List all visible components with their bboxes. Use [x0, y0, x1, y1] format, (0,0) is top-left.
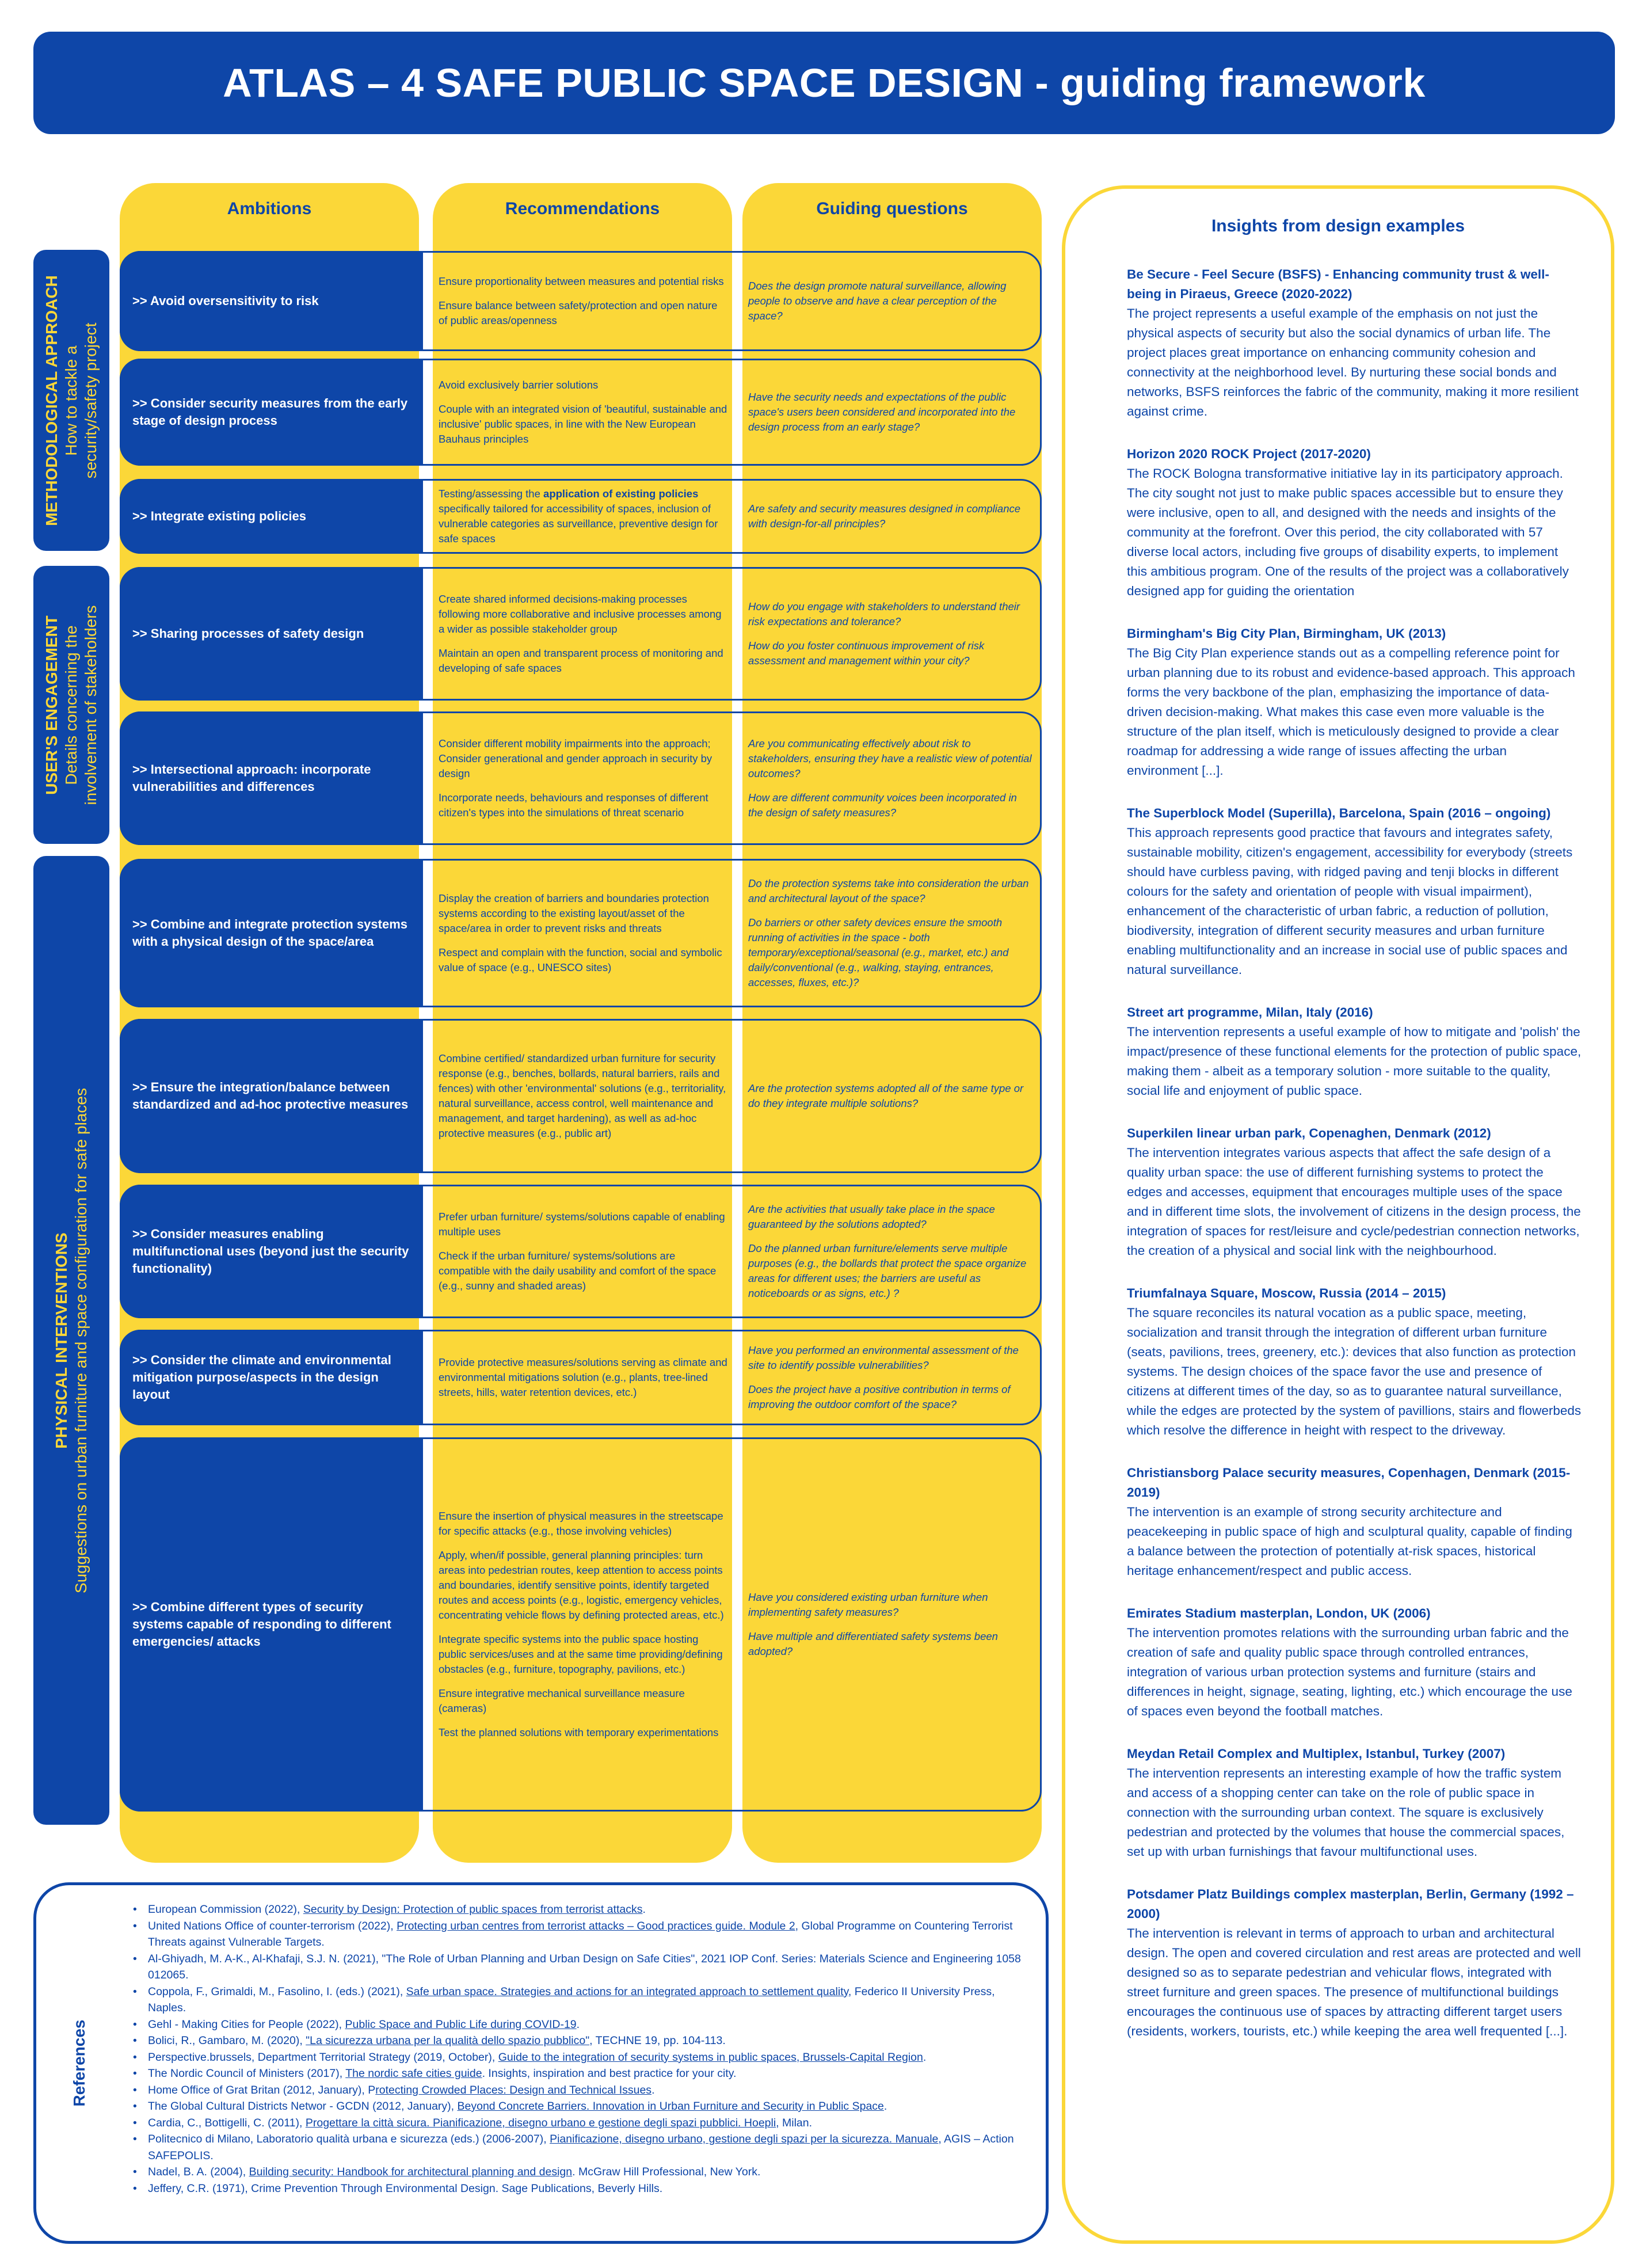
reference-link[interactable]: Security by Design: Protection of public spaces from terrorist attacks	[303, 1903, 643, 1916]
insight-heading: Horizon 2020 ROCK Project (2017-2020)	[1127, 447, 1371, 461]
recommendations-cell	[433, 359, 733, 466]
ambition-label: >> Ensure the integration/balance between standardized and ad-hoc protective measures	[132, 1080, 409, 1112]
recommendation-text: Ensure integrative mechanical surveillance measure (cameras)	[439, 1687, 685, 1714]
recommendation-text: Testing/assessing the application of existing policies specifically tailored for accessibility of spaces, inclusion of vulnerable categories as surveillance, preventive design for safe spaces	[439, 488, 718, 545]
ambition-cell	[120, 1437, 423, 1812]
insight-text: The intervention is an example of strong security architecture and peacekeeping in public space of high and sculptural quality, capable of finding a balance between the protection of potentially at-risk spaces, historical heritage enhancement/respect and public access.	[1127, 1505, 1572, 1578]
questions-cell	[742, 1185, 1039, 1318]
insight-text: The intervention promotes relations with the surrounding urban fabric and the creation of safe and quality public space through controlled entrances, integration of various urban protection systems and furniture (stairs and differences in height, signage, seating, lighting, etc.) which encourage the use of spaces even beyond the football matches.	[1127, 1626, 1572, 1718]
references-panel	[33, 1882, 1049, 2244]
insight-item	[1127, 1885, 1582, 2041]
reference-item: • Jeffery, C.R. (1971), Crime Prevention Through Environmental Design. Sage Publications, Beverly Hills.	[146, 2181, 1032, 2197]
insight-item	[1127, 1604, 1582, 1721]
insight-item	[1127, 1124, 1582, 1261]
section-physical	[33, 856, 109, 1825]
section-subtitle: Suggestions on urban furniture and space configuration for safe places	[72, 1087, 90, 1593]
reference-item: • European Commission (2022), Security by Design: Protection of public spaces from terrorist attacks.	[146, 1901, 1032, 1918]
references-label: References	[70, 2019, 88, 2107]
recommendation-text: Ensure the insertion of physical measures in the streetscape for specific attacks (e.g., those involving vehicles)	[439, 1510, 723, 1537]
insight-item	[1127, 1003, 1582, 1101]
insight-item	[1127, 444, 1582, 601]
ambition-cell	[120, 359, 423, 466]
section-title: METHODOLOGICAL APPROACH	[43, 275, 60, 526]
recommendation-text: Ensure balance between safety/protection and open nature of public areas/openness	[439, 299, 718, 326]
insight-text: The intervention represents an interesting example of how the traffic system and access of a shopping center can take on the role of public space in connection with the surrounding urban context. The square is exclusively pedestrian and protected by the volumes that house the commercial spaces, set up with urban furnishings that favour multifunctional uses.	[1127, 1766, 1565, 1859]
recommendation-text: Test the planned solutions with temporary experimentations	[439, 1726, 719, 1738]
ambition-cell	[120, 251, 423, 351]
ambition-cell	[120, 479, 423, 554]
reference-link[interactable]: Protecting urban centres from terrorist attacks – Good practices guide. Module 2	[397, 1919, 795, 1932]
insight-item	[1127, 1744, 1582, 1862]
section-title: USER'S ENGAGEMENT	[43, 615, 60, 795]
insight-text: This approach represents good practice that favours and integrates safety, sustainable mobility, citizen's engagement, accessibility for everybody (streets should have curbless paving, with ridged paving and tenji blocks in different colours for the safety and orientation of people with visual impairment), enhancement of the characteristic of urban fabric, a reduction of pollution, biodiversity, integration of different security measures and urban furniture enabling multifunctionality and an increase in social use of public spaces and natural surveillance.	[1127, 825, 1573, 977]
reference-link[interactable]: Pianificazione, disegno urbano, gestione degli spazi per la sicurezza. Manuale	[550, 2133, 939, 2145]
question-text: Does the design promote natural surveillance, allowing people to observe and have a clear perception of the space?	[748, 280, 1007, 322]
recommendations-cell	[433, 1185, 733, 1318]
question-text: Have the security needs and expectations of the public space's users been considered and incorporated into the design process from an early stage?	[748, 391, 1016, 433]
questions-cell	[742, 859, 1039, 1007]
questions-cell	[742, 251, 1039, 351]
insight-heading: Christiansborg Palace security measures, Copenhagen, Denmark (2015-2019)	[1127, 1466, 1571, 1500]
reference-item: • Nadel, B. A. (2004), Building security: Handbook for architectural planning and design. McGraw Hill Professional, New York.	[146, 2164, 1032, 2181]
reference-item: • United Nations Office of counter-terrorism (2022), Protecting urban centres from terrorist attacks – Good practices guide. Module 2, Global Programme on Countering Terrorist Threats against Vulnerable Targets.	[146, 1918, 1032, 1951]
insight-heading: Be Secure - Feel Secure (BSFS) - Enhancing community trust & well-being in Piraeus, Greece (2020-2022)	[1127, 267, 1549, 301]
insight-item	[1127, 265, 1582, 421]
recommendation-text: Provide protective measures/solutions serving as climate and environmental mitigations solution (e.g., plants, tree-lined streets, hills, water retention devices, etc.)	[439, 1356, 727, 1398]
insight-heading: Triumfalnaya Square, Moscow, Russia (2014 – 2015)	[1127, 1286, 1446, 1300]
reference-item: • Bolici, R., Gambaro, M. (2020), "La sicurezza urbana per la qualità dello spazio pubblico", TECHNE 19, pp. 104-113.	[146, 2033, 1032, 2049]
ambition-label: >> Consider security measures from the early stage of design process	[132, 396, 408, 428]
reference-link[interactable]: Guide to the integration of security systems in public spaces, Brussels-Capital Region	[498, 2050, 923, 2064]
insight-text: The intervention is relevant in terms of approach to urban and architectural design. The open and covered circulation and rest areas are protected and well designed so as to separate pedestrian and vehicular flows, integrated with street furniture and green spaces. The presence of multifunctional buildings encourages the continuous use of spaces by attracting different target users (residents, workers, tourists, etc.) while keeping the area well frequented [...].	[1127, 1926, 1581, 2038]
insight-heading: Superkilen linear urban park, Copenaghen, Denmark (2012)	[1127, 1126, 1491, 1140]
section-subtitle: security/safety project	[82, 322, 100, 478]
question-text: Have multiple and differentiated safety systems been adopted?	[748, 1630, 998, 1657]
reference-link[interactable]: Progettare la città sicura. Pianificazione, disegno urbano e gestione degli spazi pubblici. Hoepli	[305, 2116, 776, 2129]
insight-heading: Emirates Stadium masterplan, London, UK (2006)	[1127, 1606, 1431, 1620]
recommendations-header: Recommendations	[505, 199, 660, 218]
references-label-box	[65, 1885, 94, 2241]
insight-item	[1127, 1463, 1582, 1581]
reference-item: • Gehl - Making Cities for People (2022), Public Space and Public Life during COVID-19.	[146, 2016, 1032, 2033]
recommendation-text: Avoid exclusively barrier solutions	[439, 379, 599, 391]
insight-heading: Street art programme, Milan, Italy (2016)	[1127, 1005, 1373, 1019]
recommendation-text: Consider different mobility impairments into the approach; Consider generational and gender approach in security by design	[439, 737, 712, 779]
questions-cell	[742, 711, 1039, 845]
ambition-cell	[120, 1185, 423, 1318]
question-text: How do you engage with stakeholders to understand their risk expectations and tolerance?	[748, 600, 1020, 627]
questions-cell	[742, 567, 1039, 701]
insight-heading: Birmingham's Big City Plan, Birmingham, UK (2013)	[1127, 626, 1446, 641]
reference-item: • Al-Ghiyadh, M. A-K., Al-Khafaji, S.J. N. (2021), "The Role of Urban Planning and Urban Design on Safe Cities", 2021 IOP Conf. Series: Materials Science and Engineering 1058 012065.	[146, 1951, 1032, 1984]
insight-text: The square reconciles its natural vocation as a public space, meeting, socialization and transit through the integration of different urban furniture (seats, pavilions, trees, greenery, etc.): devices that also function as protection systems. The design choices of the space favor the use and presence of citizens at different times of the day, so as to guarantee natural surveillance, while the edges are protected by the system of pavillions, stairs and flowerbeds which resolve the difference in height with respect to the driveway.	[1127, 1306, 1582, 1437]
section-methodological	[33, 250, 109, 551]
ambition-cell	[120, 1330, 423, 1425]
recommendation-text: Couple with an integrated vision of 'beautiful, sustainable and inclusive' public spaces, in line with the New European Bauhaus principles	[439, 403, 727, 445]
insight-heading: Meydan Retail Complex and Multiplex, Istanbul, Turkey (2007)	[1127, 1746, 1506, 1761]
questions-cell	[742, 479, 1039, 554]
reference-link[interactable]: rotecting Crowded Places: Design and Technical Issues	[375, 2083, 652, 2096]
reference-link[interactable]: "La sicurezza urbana per la qualità dello spazio pubblico"	[306, 2034, 590, 2047]
recommendation-text: Apply, when/if possible, general planning principles: turn areas into pedestrian routes, keep attention to access points and boundaries, identify sensitive points, identify targeted routes and access points (e.g., logistic, emergency vehicles, concentrating vehicle flows by defining protected areas, etc.)	[439, 1549, 724, 1621]
insight-text: The Big City Plan experience stands out as a compelling reference point for urban planning due to its robust and evidence-based approach. This approach forms the very backbone of the plan, emphasizing the importance of data-driven decision-making. What makes this case even more valuable is the structure of the plan itself, which is meticulously designed to provide a clear roadmap for addressing a wide range of issues affecting the urban environment [...].	[1127, 646, 1575, 778]
reference-link[interactable]: Safe urban space. Strategies and actions for an integrated approach to settlement quality	[406, 1985, 848, 1998]
ambition-label: >> Combine and integrate protection systems with a physical design of the space/area	[132, 917, 408, 949]
reference-item: • Perspective.brussels, Department Territorial Strategy (2019, October), Guide to the integration of security systems in public spaces, Brussels-Capital Region.	[146, 2049, 1032, 2066]
recommendation-text: Ensure proportionality between measures and potential risks	[439, 275, 724, 287]
reference-item: • Coppola, F., Grimaldi, M., Fasolino, I. (eds.) (2021), Safe urban space. Strategies and actions for an integrated approach to settlement quality, Federico II University Press, Naples.	[146, 1984, 1032, 2016]
question-text: Do the protection systems take into consideration the urban and architectural layout of the space?	[748, 877, 1029, 904]
insights-panel	[1062, 185, 1614, 2244]
question-text: Have you considered existing urban furniture when implementing safety measures?	[748, 1591, 988, 1618]
insights-list	[1127, 265, 1582, 2064]
recommendation-text: Create shared informed decisions-making processes following more collaborative and inclusive processes among a wider as possible stakeholder group	[439, 593, 722, 635]
recommendation-text: Display the creation of barriers and boundaries protection systems according to the existing layout/asset of the space/area in order to prevent risks and threats	[439, 892, 709, 934]
section-subtitle: Details concerning the	[62, 625, 80, 785]
recommendations-cell	[433, 1330, 733, 1425]
insight-heading: The Superblock Model (Superilla), Barcelona, Spain (2016 – ongoing)	[1127, 806, 1551, 820]
section-subtitle: involvement of stakeholders	[82, 604, 100, 805]
ambition-label: >> Integrate existing policies	[132, 509, 306, 523]
question-text: Does the project have a positive contribution in terms of improving the outdoor comfort of the space?	[748, 1383, 1011, 1410]
title-banner	[33, 32, 1615, 134]
references-list	[133, 1901, 1032, 2197]
recommendations-cell	[433, 859, 733, 1007]
recommendation-text: Incorporate needs, behaviours and responses of different citizen's types into the simulations of threat scenario	[439, 791, 708, 819]
reference-item: • Cardia, C., Bottigelli, C. (2011), Progettare la città sicura. Pianificazione, disegno urbano e gestione degli spazi pubblici. Hoepli, Milan.	[146, 2115, 1032, 2132]
reference-item: • The Nordic Council of Ministers (2017), The nordic safe cities guide. Insights, inspiration and best practice for your city.	[146, 2065, 1032, 2082]
questions-cell	[742, 359, 1039, 466]
ambition-label: >> Combine different types of security systems capable of responding to different emergencies/ attacks	[132, 1600, 391, 1649]
recommendation-text: Respect and complain with the function, social and symbolic value of space (e.g., UNESCO sites)	[439, 946, 722, 973]
ambition-label: >> Intersectional approach: incorporate vulnerabilities and differences	[132, 762, 371, 794]
recommendations-cell	[433, 251, 733, 351]
reference-link[interactable]: Building security: Handbook for architectural planning and design	[249, 2166, 573, 2178]
ambition-label: >> Sharing processes of safety design	[132, 626, 364, 641]
question-text: Are you communicating effectively about risk to stakeholders, ensuring they have a realistic view of potential outcomes?	[748, 737, 1032, 779]
insight-text: The intervention represents a useful example of how to mitigate and 'polish' the impact/presence of these functional elements for the protection of public space, making them - albeit as a temporary solution - more suitable to the quality, social life and enjoyment of public space.	[1127, 1025, 1582, 1098]
reference-item: • Politecnico di Milano, Laboratorio qualità urbana e sicurezza (eds.) (2006-2007), Pianificazione, disegno urbano, gestione degli spazi per la sicurezza. Manuale, AGIS – Action SAFEPOLIS.	[146, 2131, 1032, 2164]
reference-link[interactable]: Beyond Concrete Barriers. Innovation in Urban Furniture and Security in Public Space	[457, 2100, 884, 2113]
question-text: Have you performed an environmental assessment of the site to identify possible vulnerabilities?	[748, 1344, 1019, 1371]
questions-cell	[742, 1019, 1039, 1173]
insight-heading: Potsdamer Platz Buildings complex masterplan, Berlin, Germany (1992 – 2000)	[1127, 1887, 1574, 1921]
question-text: How do you foster continuous improvement of risk assessment and management within your city?	[748, 640, 985, 667]
insight-text: The intervention integrates various aspects that affect the safe design of a quality urban space: the use of different furnishing systems to protect the edges and accesses, equipment that encourages multiple uses of the space and in different time slots, the involvement of citizens in the design process, the integration of spaces for rest/leisure and cycle/pedestrian connection networks, the creation of a physical and social link with the neighbourhood.	[1127, 1146, 1581, 1258]
reference-link[interactable]: The nordic safe cities guide	[345, 2067, 482, 2080]
question-text: Are the protection systems adopted all of the same type or do they integrate multiple solutions?	[748, 1082, 1024, 1109]
insight-item	[1127, 624, 1582, 781]
insights-title: Insights from design examples	[1211, 216, 1465, 235]
reference-item: • The Global Cultural Districts Networ - GCDN (2012, January), Beyond Concrete Barriers. Innovation in Urban Furniture and Security in Public Space.	[146, 2098, 1032, 2115]
recommendation-text: Maintain an open and transparent process of monitoring and developing of safe spaces	[439, 647, 723, 674]
recommendations-cell	[433, 479, 733, 554]
questions-cell	[742, 1437, 1039, 1812]
section-title: PHYSICAL INTERVENTIONS	[52, 1232, 70, 1449]
recommendations-cell	[433, 1019, 733, 1173]
reference-item: • Home Office of Grat Britan (2012, January), Protecting Crowded Places: Design and Technical Issues.	[146, 2082, 1032, 2099]
recommendations-cell	[433, 567, 733, 701]
question-text: Do barriers or other safety devices ensure the smooth running of activities in the space - both temporary/exceptional/seasonal (e.g., market, etc.) and daily/conventional (e.g., walking, staying, entrances, accesses, fluxes, etc.)?	[748, 916, 1009, 988]
ambition-label: >> Consider measures enabling multifunctional uses (beyond just the security functionality)	[132, 1227, 409, 1276]
insight-text: The project represents a useful example of the emphasis on not just the physical aspects of security but also the social dynamics of urban life. The project places great importance on enhancing community cohesion and connectivity at the neighborhood level. By nurturing these social bonds and networks, BSFS reinforces the fabric of the community, making it more resilient against crime.	[1127, 306, 1579, 418]
ambitions-header: Ambitions	[227, 199, 312, 218]
question-text: Do the planned urban furniture/elements serve multiple purposes (e.g., the bollards that protect the space organize areas for different uses; the barriers are useful as noticeboards or as signs, etc.) ?	[748, 1242, 1027, 1299]
section-users-engagement	[33, 566, 109, 844]
recommendations-cell	[433, 711, 733, 845]
insight-item	[1127, 804, 1582, 980]
ambition-label: >> Avoid oversensitivity to risk	[132, 294, 319, 308]
insight-text: The ROCK Bologna transformative initiative lay in its participatory approach. The city sought not just to make public spaces accessible but to ensure they were inclusive, open to all, and designed with the needs and insights of the community at the forefront. Over this period, the city collaborated with 57 diverse local actors, including five groups of disability experts, to implement this ambitious program. One of the results of the project was a collaboratively designed app for guiding the orientation	[1127, 466, 1569, 598]
recommendation-text: Integrate specific systems into the public space hosting public services/uses and at the same time providing/defining obstacles (e.g., furniture, topography, pavilions, etc.)	[439, 1633, 723, 1675]
questions-header: Guiding questions	[816, 199, 968, 218]
ambition-cell	[120, 711, 423, 845]
question-text: Are safety and security measures designed in compliance with design-for-all principles?	[748, 503, 1021, 530]
ambition-label: >> Consider the climate and environmental mitigation purpose/aspects in the design layout	[132, 1353, 391, 1402]
recommendation-text: Prefer urban furniture/ systems/solutions capable of enabling multiple uses	[439, 1211, 725, 1238]
ambition-cell	[120, 567, 423, 701]
page-title: ATLAS – 4 SAFE PUBLIC SPACE DESIGN - guiding framework	[223, 60, 1426, 105]
questions-cell	[742, 1330, 1039, 1425]
ambition-cell	[120, 1019, 423, 1173]
reference-link[interactable]: Public Space and Public Life during COVID-19	[345, 2018, 577, 2031]
ambition-cell	[120, 859, 423, 1007]
recommendation-text: Combine certified/ standardized urban furniture for security response (e.g., benches, bollards, natural barriers, rails and fences) with other 'environmental' solutions (e.g., territoriality, natural surveillance, access control, well maintenance and management, and target hardening), as well as ad-hoc protective measures (e.g., public art)	[439, 1052, 726, 1139]
recommendation-text: Check if the urban furniture/ systems/solutions are compatible with the daily usability and comfort of the space (e.g., sunny and shaded areas)	[439, 1250, 717, 1292]
recommendations-cell	[433, 1437, 733, 1812]
question-text: Are the activities that usually take place in the space guaranteed by the solutions adopted?	[748, 1203, 995, 1230]
insight-item	[1127, 1284, 1582, 1440]
section-subtitle: How to tackle a	[62, 345, 80, 456]
question-text: How are different community voices been incorporated in the design of safety measures?	[748, 791, 1017, 819]
